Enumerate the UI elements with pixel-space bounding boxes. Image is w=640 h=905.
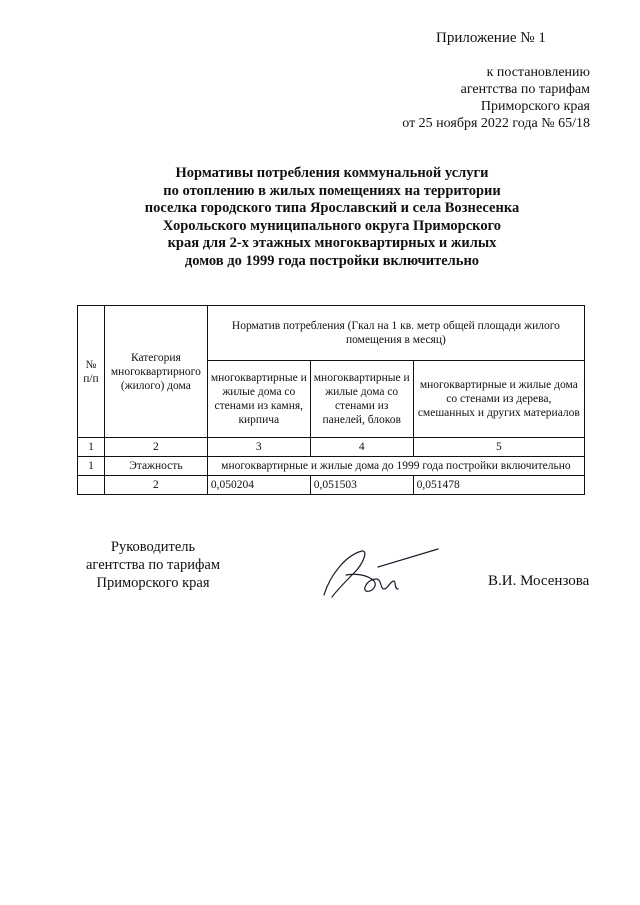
title-line: домов до 1999 года постройки включительно [184,252,480,269]
floor-row-num: 1 [78,457,105,476]
signer-role-line: Руководитель [110,539,196,555]
column-number: 5 [413,438,584,457]
value-row-empty [78,476,105,495]
title-line: Нормативы потребления коммунальной услуги [175,165,489,181]
signer-name: В.И. Мосензова [488,573,590,589]
header-stone-brick: многоквартирные и жилые дома со стенами из камня, кирпича [207,361,310,438]
header-num: № п/п [78,306,105,438]
value-panels-blocks: 0,051503 [310,476,413,495]
column-number: 4 [310,438,413,457]
approval-line: агентства по тарифам [460,82,590,97]
value-stone-brick: 0,050204 [207,476,310,495]
header-panels-blocks: многоквартирные и жилые дома со стенами из панелей, блоков [310,361,413,438]
signer-role [78,538,228,592]
title-line: по отоплению в жилых помещениях на территории [163,182,501,199]
title-line: края для 2-х этажных многоквартирных и жилых [167,235,497,251]
annex-label: Приложение № 1 [436,30,546,46]
approval-line: от 25 ноября 2022 года № 65/18 [402,116,590,131]
approval-line: Приморского края [480,99,590,114]
title-line: Хорольского муниципального округа Приморского [162,217,502,234]
approval-line: к постановлению [486,65,590,80]
header-norm-group: Норматив потребления (Гкал на 1 кв. метр общей площади жилого помещения в месяц) [207,306,584,361]
value-wood-mixed: 0,051478 [413,476,584,495]
approval-block [360,64,590,132]
column-number: 3 [207,438,310,457]
norms-table [77,305,585,495]
column-number: 2 [104,438,207,457]
column-number: 1 [78,438,105,457]
header-wood-mixed: многоквартирные и жилые дома со стенами из дерева, смешанных и других материалов [413,361,584,438]
handwritten-signature [316,545,441,605]
floor-row-label: Этажность [104,457,207,476]
document-title [112,165,552,270]
header-category: Категория многоквартирного (жилого) дома [104,306,207,438]
title-line: поселка городского типа Ярославский и села Вознесенка [144,200,520,216]
value-row-floors: 2 [104,476,207,495]
floor-row-span-text: многоквартирные и жилые дома до 1999 года постройки включительно [207,457,584,476]
signer-role-line: Приморского края [96,575,210,591]
signer-role-line: агентства по тарифам [86,557,220,573]
